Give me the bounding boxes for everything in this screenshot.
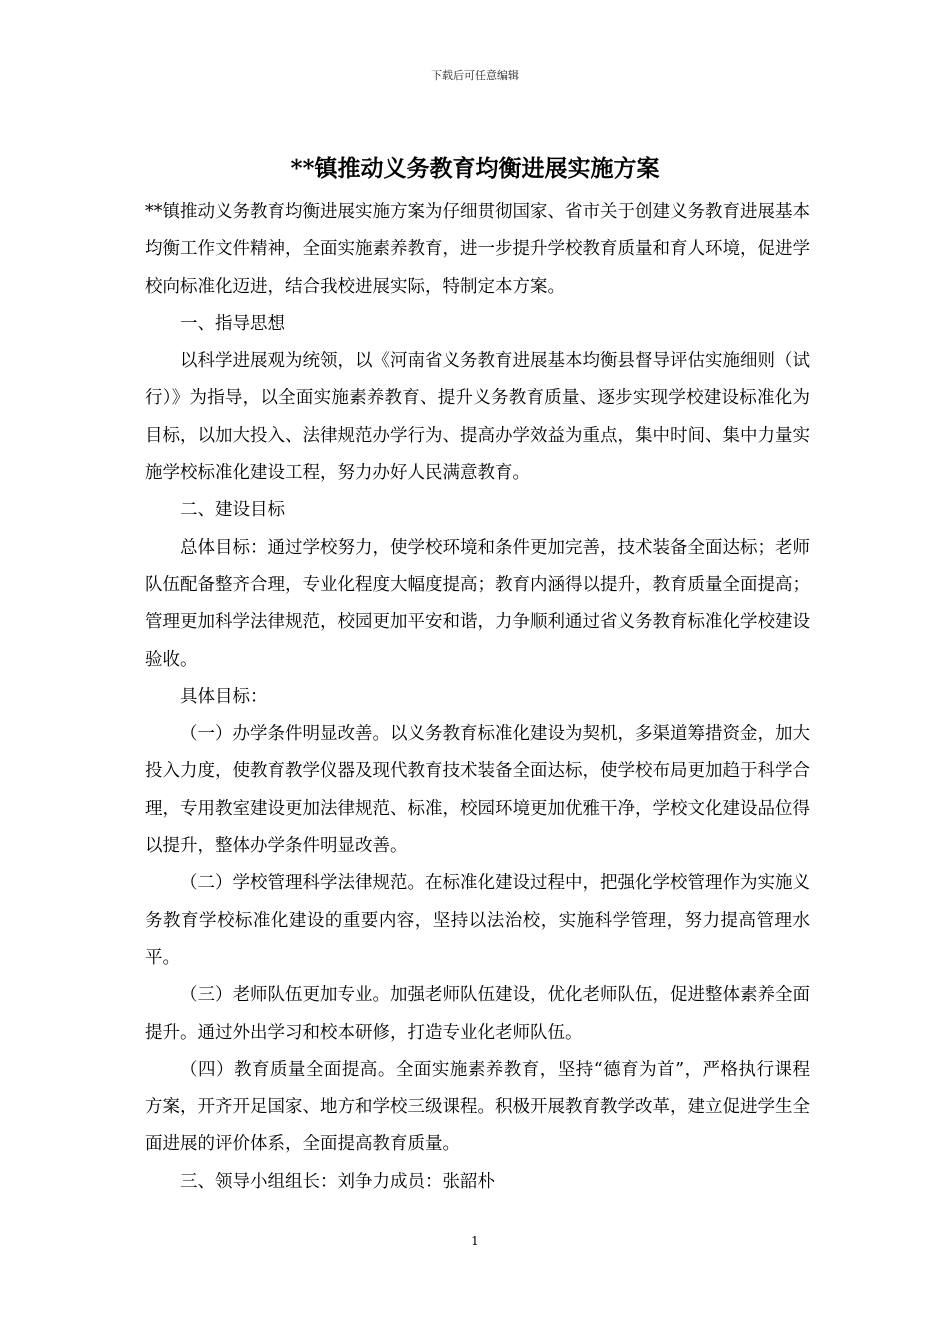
intro-paragraph: **镇推动义务教育均衡进展实施方案为仔细贯彻国家、省市关于创建义务教育进展基本均衡工作文件精神，全面实施素养教育，进一步提升学校教育质量和育人环境，促进学校向标准化迈进，结合我校进展实际，特制定本方案。 [145, 202, 810, 297]
section-heading-guiding-ideology: 一、指导思想 [180, 313, 285, 334]
goal-item-3-paragraph: （三）老师队伍更加专业。加强老师队伍建设，优化老师队伍，促进整体素养全面提升。通过外出学习和校本研修，打造专业化老师队伍。 [145, 985, 810, 1043]
page-number: 1 [471, 1234, 479, 1248]
document-title: **镇推动义务教育均衡进展实施方案 [290, 155, 660, 182]
document-body [145, 194, 810, 1201]
goal-item-2-paragraph: （二）学校管理科学法律规范。在标准化建设过程中，把强化学校管理作为实施义务教育学校标准化建设的重要内容，坚持以法治校，实施科学管理，努力提高管理水平。 [145, 873, 810, 968]
section-heading-construction-goals: 二、建设目标 [180, 500, 285, 521]
goal-item-1-paragraph: （一）办学条件明显改善。以义务教育标准化建设为契机，多渠道筹措资金，加大投入力度，使教育教学仪器及现代教育技术装备全面达标，使学校布局更加趋于科学合理，专用教室建设更加法律规范、标准，校园环境更加优雅干净，学校文化建设品位得以提升，整体办学条件明显改善。 [145, 724, 810, 857]
section-heading-leadership-group: 三、领导小组组长：刘争力成员：张韶朴 [180, 1171, 495, 1192]
page-header-note: 下载后可任意编辑 [431, 69, 519, 82]
specific-goals-label: 具体目标： [180, 686, 268, 707]
guiding-ideology-paragraph: 以科学进展观为统领，以《河南省义务教育进展基本均衡县督导评估实施细则（试行）》为指导，以全面实施素养教育、提升义务教育质量、逐步实现学校建设标准化为目标，以加大投入、法律规范办学行为、提高办学效益为重点，集中时间、集中力量实施学校标准化建设工程，努力办好人民满意教育。 [145, 351, 810, 484]
overall-goal-paragraph: 总体目标：通过学校努力，使学校环境和条件更加完善，技术装备全面达标；老师队伍配备整齐合理，专业化程度大幅度提高；教育内涵得以提升，教育质量全面提高；管理更加科学法律规范，校园更加平安和谐，力争顺利通过省义务教育标准化学校建设验收。 [145, 537, 810, 670]
goal-item-4-paragraph: （四）教育质量全面提高。全面实施素养教育，坚持“德育为首”，严格执行课程方案，开齐开足国家、地方和学校三级课程。积极开展教育教学改革，建立促进学生全面进展的评价体系，全面提高教育质量。 [145, 1059, 810, 1155]
